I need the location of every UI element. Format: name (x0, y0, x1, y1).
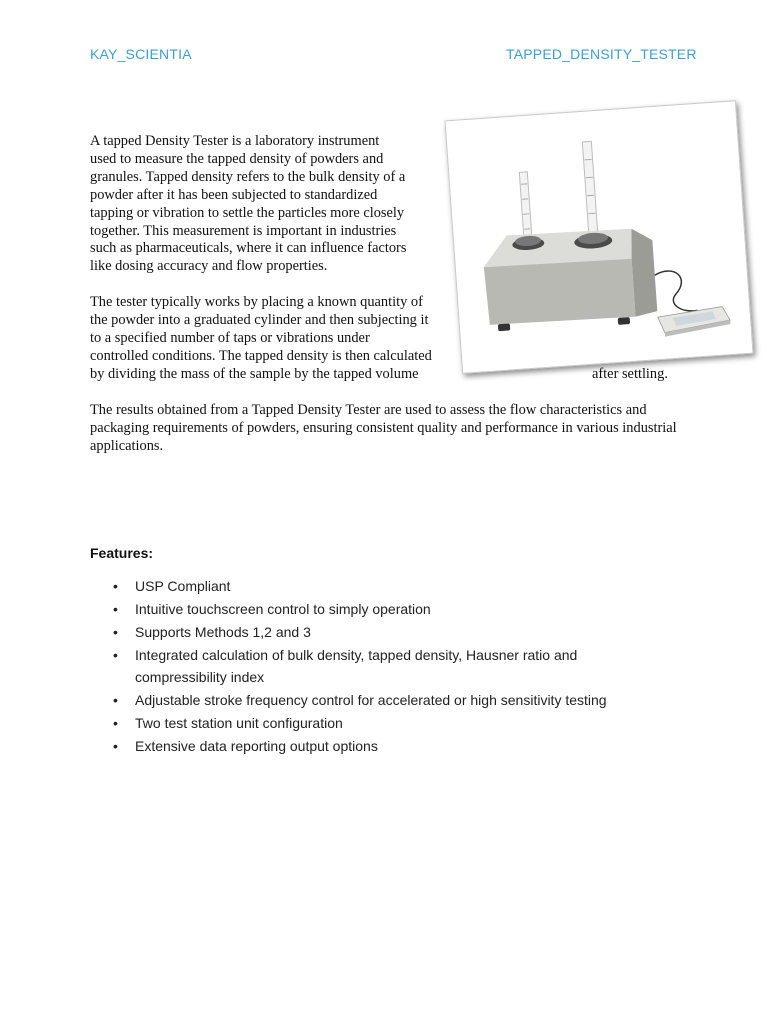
list-item: • Extensive data reporting output options (90, 736, 650, 758)
page-header-right: TAPPED_DENSITY_TESTER (506, 46, 697, 62)
method-paragraph: The tester typically works by placing a known quantity of the powder into a graduated cylinder and then subjecting it to a specified number of taps or vibrations under controlled conditions. The tapped density is then calculated by dividing the mass of the sample by the tapped volume (90, 294, 432, 382)
intro-paragraph: A tapped Density Tester is a laboratory instrument used to measure the tapped density of powders and granules. Tapped density refers to the bulk density of a powder after it has been subjected to standardized tapping or vibration to settle the particles more closely together. This measurement is important in industries such as pharmaceuticals, where it can influence factors like dosing accuracy and flow properties. (90, 133, 407, 275)
bullet-icon: • (113, 624, 118, 640)
product-photo (444, 100, 753, 374)
bullet-icon: • (113, 647, 118, 663)
method-paragraph-tail: after settling. (592, 366, 668, 382)
list-item: • Integrated calculation of bulk density, tapped density, Hausner ratio and compressibility index (113, 647, 578, 685)
tapped-density-tester-illustration (454, 110, 744, 365)
bullet-icon: • (113, 714, 118, 731)
page-header-left: KAY_SCIENTIA (90, 46, 192, 62)
list-item: • Adjustable stroke frequency control for accelerated or high sensitivity testing (90, 690, 650, 712)
results-paragraph: The results obtained from a Tapped Density Tester are used to assess the flow characteristics and packaging requirements of powders, ensuring consistent quality and performance in various industrial applications. (90, 402, 677, 454)
list-item: • Intuitive touchscreen control to simply operation (90, 599, 650, 621)
list-item: • Supports Methods 1,2 and 3 (90, 622, 650, 644)
bullet-icon: • (113, 691, 118, 708)
bullet-icon: • (113, 601, 118, 617)
bullet-icon: • (113, 578, 118, 594)
list-item: • Two test station unit configuration (90, 713, 650, 735)
bullet-icon: • (113, 737, 118, 754)
list-item: • USP Compliant (90, 576, 650, 598)
features-list (90, 576, 650, 759)
features-heading: Features: (90, 545, 154, 561)
